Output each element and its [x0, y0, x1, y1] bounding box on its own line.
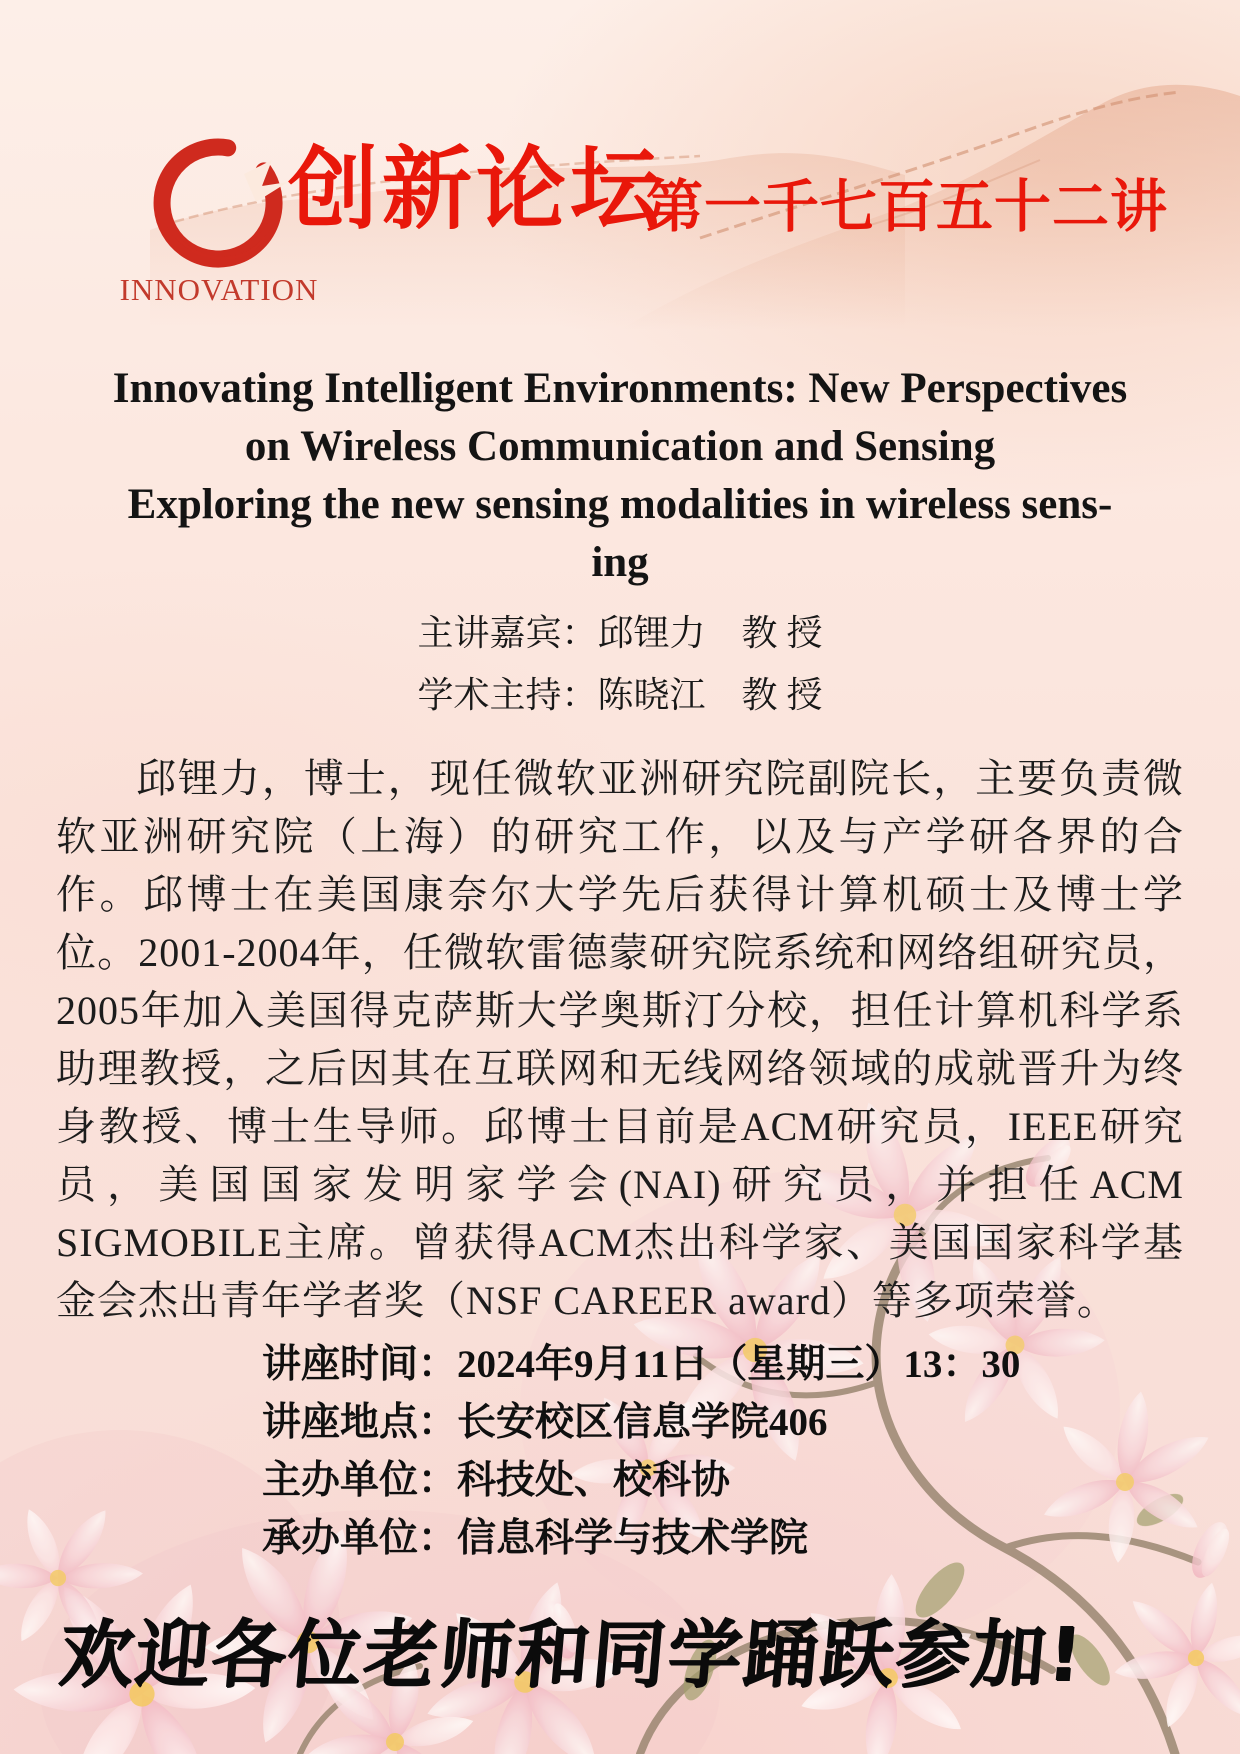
detail-label: 讲座地点： [262, 1401, 458, 1444]
lecture-title-line: Innovating Intelligent Environments: New Perspectives [112, 365, 1128, 412]
detail-row-location [262, 1394, 1020, 1452]
lecture-details [262, 1336, 1020, 1568]
lecture-title-line: Exploring the new sensing modalities in wireless sens- [127, 481, 1113, 528]
detail-value: 信息科学与技术学院 [457, 1517, 809, 1560]
detail-row-time [262, 1336, 1020, 1394]
detail-label: 主办单位： [262, 1459, 458, 1502]
forum-title: 创新论坛 [288, 137, 664, 242]
logo-wordmark: INNOVATION [119, 272, 319, 307]
detail-label: 承办单位： [262, 1517, 458, 1560]
detail-row-organizer [262, 1452, 1020, 1510]
detail-row-undertaker [262, 1510, 1020, 1568]
detail-value: 长安校区信息学院406 [457, 1401, 828, 1444]
detail-value: 科技处、校科协 [457, 1459, 731, 1502]
speaker-bio-paragraph: 邱锂力，博士，现任微软亚洲研究院副院长，主要负责微软亚洲研究院（上海）的研究工作，以及与产学研各界的合作。邱博士在美国康奈尔大学先后获得计算机硕士及博士学位。2001-2004年，任微软雷德蒙研究院系统和网络组研究员，2005年加入美国得克萨斯大学奥斯汀分校，担任计算机科学系助理教授，之后因其在互联网和无线网络领域的成就晋升为终身教授、博士生导师。邱博士目前是ACM研究员，IEEE研究员，美国国家发明家学会(NAI)研究员，并担任ACM SIGMOBILE主席。曾获得ACM杰出科学家、美国国家科学基金会杰出青年学者奖（NSF CAREER award）等多项荣誉。 [56, 756, 1184, 1323]
lecture-number: 第一千七百五十二讲 [646, 174, 1168, 240]
lecture-title-line: ing [591, 539, 649, 586]
detail-value: 2024年9月11日（星期三）13：30 [457, 1343, 1021, 1386]
detail-label: 讲座时间： [262, 1343, 458, 1386]
lecture-title-line: on Wireless Communication and Sensing [244, 423, 996, 470]
speaker-line: 主讲嘉宾：邱锂力 教 授 [417, 613, 823, 653]
lecture-title [18, 360, 1222, 592]
innovation-logo-icon [140, 130, 296, 280]
speakers-block [0, 602, 1240, 726]
host-line: 学术主持：陈晓江 教 授 [417, 675, 823, 715]
welcome-banner: 欢迎各位老师和同学踊跃参加! [55, 1612, 1088, 1698]
